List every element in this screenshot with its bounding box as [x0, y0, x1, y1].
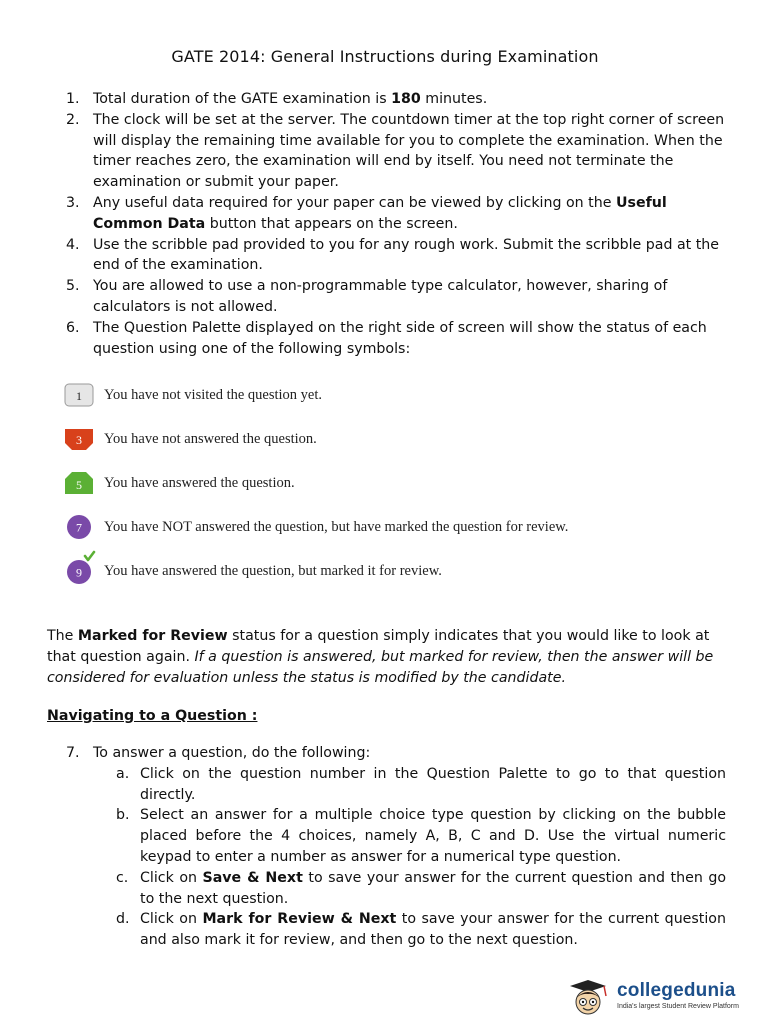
item-bold-text: Useful Common Data [93, 194, 667, 232]
badge-number: 9 [76, 565, 82, 580]
legend-text: You have answered the question. [104, 474, 295, 491]
legend-text: You have answered the question, but marked it for review. [104, 562, 442, 579]
page-title: GATE 2014: General Instructions during Examination [171, 47, 599, 66]
para-italic-text: If a question is answered, but marked for review, then the answer will be considered for evaluation unless the status is modified by the candidate. [47, 648, 714, 686]
item-number: 4. [66, 236, 80, 253]
mascot-icon [562, 976, 614, 1020]
list-item [66, 89, 726, 110]
item-text: Click on [140, 911, 203, 928]
item-text: to save your answer for the current question and then go to the next question. [140, 869, 727, 907]
list-item [66, 743, 726, 951]
list-item [66, 235, 726, 277]
marked-review-badge-icon [64, 514, 94, 540]
list-item [66, 276, 726, 318]
item-letter: c. [116, 869, 129, 886]
list-item [66, 193, 726, 235]
legend-text: You have NOT answered the question, but have marked the question for review. [104, 518, 569, 535]
not-visited-badge-icon [64, 382, 94, 408]
marked-review-paragraph [47, 626, 727, 688]
item-number: 1. [66, 91, 80, 107]
item-number: 3. [66, 194, 80, 211]
item-number: 6. [66, 319, 80, 336]
item-bold-text: 180 [391, 91, 421, 107]
item-text: Total duration of the GATE examination is [93, 91, 392, 107]
item-number: 5. [66, 278, 80, 295]
badge-number: 1 [76, 389, 82, 403]
legend-text: You have not answered the question. [104, 430, 317, 447]
item-text: Click on [140, 869, 203, 886]
badge-number: 7 [76, 520, 82, 535]
item-letter: b. [116, 807, 130, 824]
item-letter: d. [116, 911, 130, 928]
item-bold-text: Mark for Review & Next [202, 911, 397, 928]
item-text: minutes. [420, 91, 488, 107]
logo-wordmark: collegedunia [617, 980, 736, 1001]
item-text: You are allowed to use a non-programmable type calculator, however, sharing of calculators is not allowed. [93, 278, 668, 315]
logo-tagline: India's largest Student Review Platform [617, 1003, 739, 1010]
legend-text: You have not visited the question yet. [104, 386, 323, 403]
item-text: The Question Palette displayed on the right side of screen will show the status of each question using one of the following symbols: [93, 319, 707, 357]
para-text: The [47, 628, 78, 644]
item-text: Click on the question number in the Question Palette to go to that question directly. [140, 765, 726, 803]
answered-badge-icon [64, 470, 94, 496]
item-text: To answer a question, do the following: [93, 745, 371, 761]
instruction-list [66, 89, 726, 359]
item-number: 2. [66, 111, 80, 128]
item-bold-text: Save & Next [202, 869, 303, 886]
sub-list-item [93, 909, 726, 951]
sub-list-item [93, 805, 726, 867]
navigation-steps-list [66, 743, 726, 951]
collegedunia-logo [562, 976, 762, 1020]
sub-list-item [93, 764, 726, 806]
badge-number: 3 [76, 433, 82, 447]
check-mark [85, 552, 94, 560]
sub-list-item [93, 868, 726, 910]
para-text: status for a question simply indicates that you would like to look at that question again. [47, 628, 710, 665]
list-item [66, 318, 726, 360]
item-letter: a. [116, 765, 130, 782]
badge-number: 5 [76, 478, 82, 492]
item-text: to save your answer for the current question and also mark it for review, and then go to the next question. [140, 911, 726, 949]
item-text: The clock will be set at the server. The countdown timer at the top right corner of screen will display the remaining time available for you to complete the examination. When the timer reaches zero, the examination will end by itself. You need not terminate the examination or submit your paper. [93, 111, 725, 191]
item-number: 7. [66, 745, 80, 761]
item-text: button that appears on the screen. [205, 215, 458, 232]
sub-steps-list [93, 764, 726, 951]
item-text: Use the scribble pad provided to you for any rough work. Submit the scribble pad at the end of the examination. [93, 236, 720, 274]
answered-marked-badge-icon [64, 558, 94, 584]
navigating-heading: Navigating to a Question : [47, 708, 258, 724]
para-bold-text: Marked for Review [77, 628, 228, 644]
item-text: Any useful data required for your paper can be viewed by clicking on the [93, 194, 616, 211]
item-text: Select an answer for a multiple choice type question by clicking on the bubble placed before the 4 choices, namely A, B, C and D. Use the virtual numeric keypad to enter a number as answer for a numerical type question. [140, 807, 726, 865]
list-item [66, 110, 726, 193]
not-answered-badge-icon [64, 426, 94, 452]
